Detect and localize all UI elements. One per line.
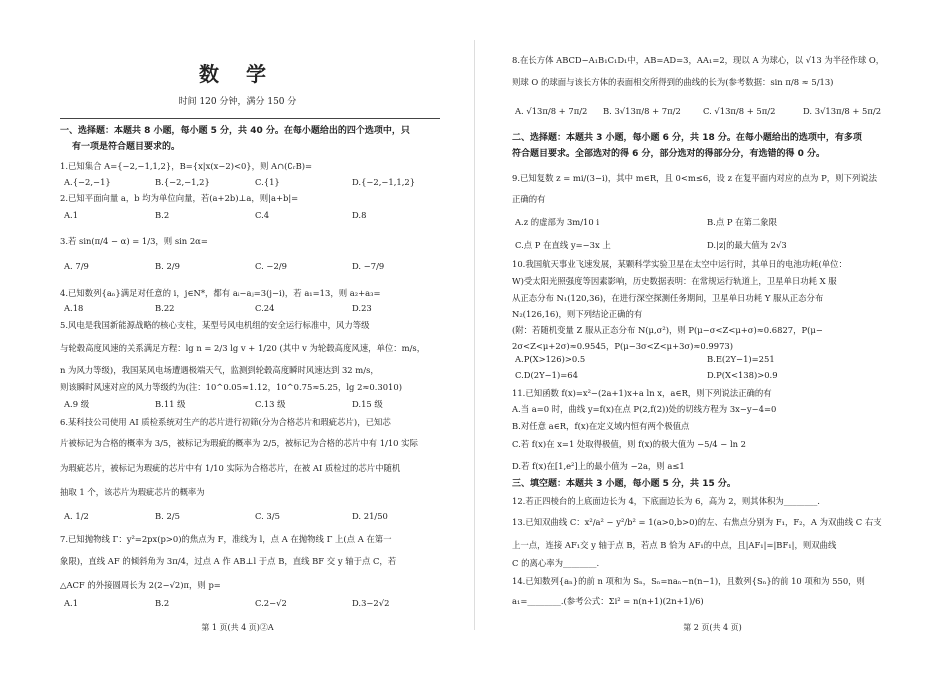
question-text: N₂(126,16)，则下列结论正确的有	[512, 309, 643, 319]
question-text: 2σ<Z<μ+2σ)≈0.9545，P(μ−3σ<Z<μ+3σ)≈0.9973)	[512, 341, 733, 351]
answer-option: B.2	[155, 210, 170, 220]
answer-option: C.13 级	[255, 399, 286, 409]
question-text: 抽取 1 个，该芯片为瑕疵芯片的概率为	[60, 487, 205, 497]
answer-option: D.3−2√2	[352, 598, 390, 608]
section-heading: 符合题目要求。全部选对的得 6 分，部分选对的得部分分，有选错的得 0 分。	[512, 149, 826, 159]
answer-option: A.1	[64, 598, 79, 608]
section-heading: 有一项是符合题目要求的。	[72, 142, 181, 152]
answer-option: C. −2/9	[255, 261, 287, 271]
question-text: 12.若正四棱台的上底面边长为 4，下底面边长为 6，高为 2，则其体积为________.	[512, 496, 820, 506]
question-text: 2.已知平面向量 a，b 均为单位向量，若(a+2b)⊥a，则|a+b|=	[60, 193, 299, 203]
question-text: 5.风电是我国新能源战略的核心支柱，某型号风电机组的安全运行标准中，风力等级	[60, 320, 370, 330]
question-text: 片被标记为合格的概率为 3/5，被标记为瑕疵的概率为 2/5，被标记为合格的芯片中有 1/10 实际	[60, 438, 418, 448]
section-heading: 一、选择题：本题共 8 小题，每小题 5 分，共 40 分。在每小题给出的四个选项中，只	[60, 126, 410, 136]
question-text: 9.已知复数 z = mi/(3−i)，其中 m∈R，且 0<m≤6，设 z 在复平面内对应的点为 P，则下列说法	[512, 173, 877, 183]
footer-left: 第 1 页(共 4 页)②A	[201, 623, 274, 632]
right-page	[475, 0, 950, 673]
footer-right: 第 2 页(共 4 页)	[683, 623, 742, 632]
title-rule	[60, 118, 440, 119]
question-text: 3.若 sin(π/4 − α) = 1/3，则 sin 2α=	[60, 236, 208, 246]
question-text: 上一点，连接 AF₁交 y 轴于点 B，若点 B 恰为 AF₁的中点，且|AF₁|=|BF₁|，则双曲线	[512, 540, 837, 550]
answer-option: A. 1/2	[64, 511, 89, 521]
question-text: 14.已知数列{aₙ}的前 n 项和为 Sₙ，Sₙ=naₙ−n(n−1)，且数列{Sₙ}的前 10 项和为 550，则	[512, 576, 865, 586]
question-text: 象限)，直线 AF 的倾斜角为 3π/4，过点 A 作 AB⊥l 于点 B，直线 BF 交 y 轴于点 C，若	[60, 556, 397, 566]
question-text: D.若 f(x)在[1,e²]上的最小值为 −2a，则 a≤1	[512, 461, 685, 471]
answer-option: D.P(X<138)>0.9	[707, 370, 778, 380]
answer-option: C.D(2Y−1)=64	[515, 370, 578, 380]
page-title: 数 学	[199, 62, 276, 86]
question-text: 10.我国航天事业飞速发展，某颗科学实验卫星在太空中运行时，其单日的电池功耗(单位：	[512, 259, 847, 269]
answer-option: C.点 P 在直线 y=−3x 上	[515, 240, 611, 250]
answer-option: C.2−√2	[255, 598, 287, 608]
question-text: C 的离心率为________.	[512, 558, 600, 568]
question-text: 8.在长方体 ABCD−A₁B₁C₁D₁中，AB=AD=3，AA₁=2，现以 A 为球心，以 √13 为半径作球 O，	[512, 55, 885, 65]
section-heading: 二、选择题：本题共 3 小题，每小题 6 分，共 18 分。在每小题给出的选项中，有多项	[512, 133, 862, 143]
answer-option: B. 3√13π/8 + 7π/2	[603, 106, 681, 116]
question-text: C.若 f(x)在 x=1 处取得极值，则 f(x)的极大值为 −5/4 − ln 2	[512, 439, 747, 449]
question-text: 4.已知数列{aₙ}满足对任意的 i，j∈N*，都有 aᵢ−aⱼ=3(j−i)，若 a₁=13，则 a₂+a₃=	[60, 288, 381, 298]
question-text: a₁=________.(参考公式：Σi² = n(n+1)(2n+1)/6)	[512, 596, 704, 606]
question-text: △ACF 的外接圆周长为 2(2−√2)π，则 p=	[60, 580, 221, 590]
question-text: B.对任意 a∈R，f(x)在定义域内恒有两个极值点	[512, 421, 690, 431]
answer-option: A. 7/9	[64, 261, 89, 271]
answer-option: A.1	[64, 210, 79, 220]
question-text: 为瑕疵芯片，被标记为瑕疵的芯片中有 1/10 实际为合格芯片，在被 AI 质检过的芯片中随机	[60, 463, 401, 473]
answer-option: D. −7/9	[352, 261, 385, 271]
answer-option: B. 2/5	[155, 511, 180, 521]
question-text: 1.已知集合 A={−2,−1,1,2}，B={x|x(x−2)<0}，则 A∩(∁ᵣB)=	[60, 161, 313, 171]
question-text: 6.某科技公司使用 AI 质检系统对生产的芯片进行初筛(分为合格芯片和瑕疵芯片)，已知芯	[60, 417, 391, 427]
question-text: 11.已知函数 f(x)=x²−(2a+1)x+a ln x，a∈R，则下列说法正确的有	[512, 388, 772, 398]
answer-option: D.|z|的最大值为 2√3	[707, 240, 787, 250]
answer-option: C. √13π/8 + 5π/2	[703, 106, 776, 116]
section-heading: 三、填空题：本题共 3 小题，每小题 5 分，共 15 分。	[512, 479, 736, 489]
answer-option: B.点 P 在第二象限	[707, 217, 778, 227]
page-subtitle: 时间 120 分钟，满分 150 分	[178, 97, 297, 107]
answer-option: B.11 级	[155, 399, 186, 409]
question-text: 从正态分布 N₁(120,36)，在进行深空探测任务期间，卫星单日功耗 Y 服从正态分布	[512, 293, 824, 303]
question-text: n 为风力等级)，我国某风电场遭遇极端天气，监测到轮毂高度瞬时风速达到 32 m/s，	[60, 365, 379, 375]
question-text: 正确的有	[512, 194, 546, 204]
answer-option: D.15 级	[352, 399, 383, 409]
answer-option: C. 3/5	[255, 511, 280, 521]
answer-option: A.18	[64, 303, 84, 313]
question-text: W)受太阳光照强度等因素影响，历史数据表明：在常规运行轨道上，卫星单日功耗 X 服	[512, 276, 837, 286]
answer-option: A.9 级	[64, 399, 90, 409]
answer-option: A.z 的虚部为 3m/10 i	[515, 217, 600, 227]
answer-option: D.8	[352, 210, 367, 220]
answer-option: D. 3√13π/8 + 5π/2	[803, 106, 882, 116]
question-text: 与轮毂高度风速的关系满足方程：lg n = 2/3 lg v + 1/20 (其中 v 为轮毂高度风速，单位：m/s，	[60, 343, 426, 353]
answer-option: B. 2/9	[155, 261, 180, 271]
question-text: A.当 a=0 时，曲线 y=f(x)在点 P(2,f(2))处的切线方程为 3x−y−4=0	[512, 404, 777, 414]
answer-option: D.23	[352, 303, 372, 313]
answer-option: B.2	[155, 598, 170, 608]
question-text: 13.已知双曲线 C：x²/a² − y²/b² = 1(a>0,b>0)的左、右焦点分别为 F₁，F₂，A 为双曲线 C 右支	[512, 517, 882, 527]
answer-option: A.{−2,−1}	[64, 177, 111, 187]
question-text: (附：若随机变量 Z 服从正态分布 N(μ,σ²)，则 P(μ−σ<Z<μ+σ)≈0.6827，P(μ−	[512, 325, 823, 335]
question-text: 7.已知抛物线 Γ：y²=2px(p>0)的焦点为 F，准线为 l，点 A 在抛物线 Γ 上(点 A 在第一	[60, 534, 392, 544]
answer-option: D.{−2,−1,1,2}	[352, 177, 416, 187]
answer-option: A. √13π/8 + 7π/2	[515, 106, 588, 116]
answer-option: A.P(X>126)>0.5	[515, 354, 586, 364]
answer-option: C.24	[255, 303, 275, 313]
answer-option: C.4	[255, 210, 270, 220]
question-text: 则该瞬时风速对应的风力等级约为(注：10^0.05≈1.12，10^0.75≈5.25，lg 2≈0.3010)	[60, 382, 402, 392]
answer-option: C.{1}	[255, 177, 280, 187]
question-text: 则球 O 的球面与该长方体的表面相交所得到的曲线的长为(参考数据：sin π/8 ≈ 5/13)	[512, 77, 834, 87]
answer-option: D. 21/50	[352, 511, 388, 521]
answer-option: B.22	[155, 303, 175, 313]
answer-option: B.E(2Y−1)=251	[707, 354, 775, 364]
answer-option: B.{−2,−1,2}	[155, 177, 210, 187]
